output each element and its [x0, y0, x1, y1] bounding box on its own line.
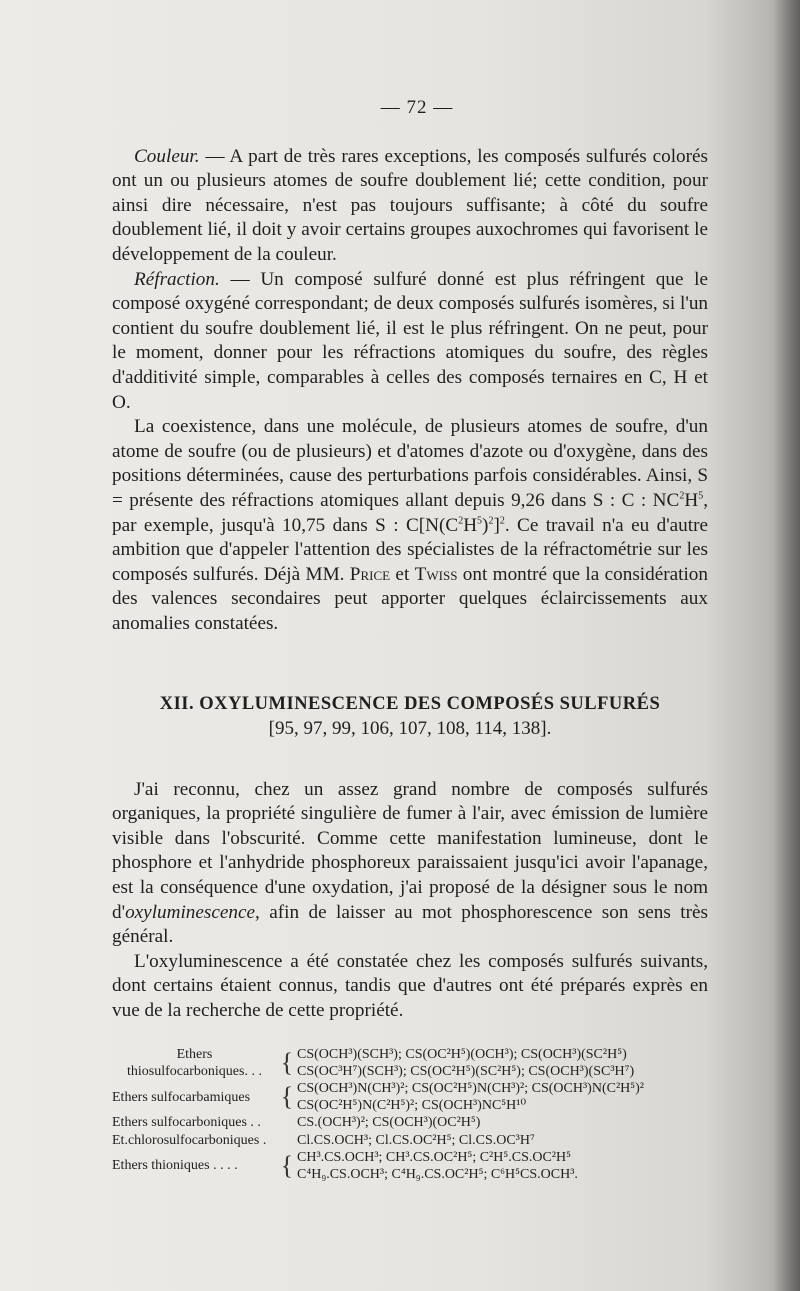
text-run: . Ce travail n'a eu d'autre ambition que d'appeler l'attention des spécialistes de la réfractométrie sur les composés sulfurés. Déjà MM.: [112, 514, 708, 585]
formula-cell: Cl.CS.OCH³; Cl.CS.OC²H⁵; Cl.CS.OC³H⁷: [297, 1132, 535, 1148]
text-run: La coexistence, dans une molécule, de plusieurs atomes de soufre, d'un atome de soufre (ou de plusieurs) et d'atomes d'azote ou d'oxygène, dans des positions déterminées, cause des perturbations parfois considérables. Ainsi, S = présente des réfractions atomiques allant depuis 9,26 dans S : C : NC: [112, 416, 708, 511]
formula-line: CS(OC³H⁷)(SCH³); CS(OC²H⁵)(SC²H⁵); CS(OCH³)(SC³H⁷): [297, 1063, 635, 1079]
text-run: H: [463, 514, 478, 536]
row-label: Ethers thioniques . . . .: [112, 1158, 238, 1174]
brace: {: [280, 1151, 294, 1181]
paragraph-text: — A part de très rares exceptions, les composés sulfurés colorés ont un ou plusieurs atomes de soufre doublement lié; cette condition, pour ainsi dire nécessaire, n'est pas toujours suffisante; à côté du soufre doublement lié, il doit y avoir certains groupes auxochromes qui favorisent le développement de la couleur.: [112, 145, 708, 265]
text-run: , par exemple, jusqu'à 10,75 dans S : C[N(C: [112, 489, 708, 536]
superscript: 2: [679, 490, 685, 502]
page-content: [112, 96, 708, 1183]
page-number: — 72 —: [380, 97, 454, 118]
text-run: , afin de laisser au mot phosphorescence son sens très général.: [112, 901, 708, 948]
superscript: 5: [477, 515, 483, 527]
formula-line: CS(OCH³)(SCH³); CS(OC²H⁵)(OCH³); CS(OCH³)(SC²H⁵): [297, 1046, 627, 1062]
table-row: [112, 1080, 712, 1114]
formula-line: CS(OC²H⁵)N(C²H⁵)²; CS(OCH³)NC⁵H¹⁰: [297, 1098, 527, 1114]
author-name: Twiss: [414, 563, 458, 585]
text-run: J'ai reconnu, chez un assez grand nombre de composés sulfurés organiques, la propriété singulière de fumer à l'air, avec émission de lumière visible dans l'obscurité. Comme cette manifestation lumineuse, dont le phosphore et l'anhydride phosphoreux paraissaient jusqu'ici avoir l'apanage, est la conséquence d'une oxydation, j'ai proposé de la désigner sous le nom d': [112, 778, 708, 923]
formula-cell: [297, 1080, 712, 1114]
label-line: Ethers: [176, 1046, 213, 1062]
table-row: [112, 1149, 712, 1183]
text-run: ): [482, 514, 489, 536]
text-run: ont montré que la considération des valences secondaires peut apporter quelques éclaircissements aux anomalies constatées.: [112, 563, 708, 634]
paragraph-text: — Un composé sulfuré donné est plus réfringent que le composé oxygéné correspondant; de deux composés sulfurés isomères, si l'un contient du soufre doublement lié, il est le plus réfringent. On ne peut, pour le moment, donner pour les réfractions atomiques du soufre, des règles d'additivité simple, comparables à celles des composés ternaires en C, H et O.: [112, 268, 709, 413]
page-edge-shadow: [774, 0, 800, 1291]
paragraph-couleur: [112, 145, 708, 268]
superscript: 2: [458, 515, 464, 527]
row-label: Ethers sulfocarboniques . .: [112, 1115, 261, 1131]
brace: [277, 1114, 297, 1131]
section-heading: XII. OXYLUMINESCENCE DES COMPOSÉS SULFURÉS: [159, 694, 661, 715]
table-row: [112, 1132, 712, 1149]
formula-cell: [297, 1149, 712, 1183]
brace: [277, 1132, 297, 1149]
paragraph-lead: Couleur.: [134, 145, 200, 167]
section-references: [95, 97, 99, 106, 107, 108, 114, 138].: [268, 718, 552, 740]
formula-line: CS(OCH³)N(CH³)²; CS(OC²H⁵)N(CH³)²; CS(OCH³)N(C²H⁵)²: [297, 1081, 644, 1096]
label-line: thiosulfocarboniques. . .: [127, 1063, 262, 1079]
text-run: H: [684, 489, 699, 511]
paragraph-lead: Réfraction.: [134, 268, 220, 290]
text-run: et: [390, 563, 415, 585]
paragraph-oxyluminescence: [112, 778, 708, 950]
emphasized-term: oxyluminescence: [125, 901, 256, 923]
formula-cell: CS.(OCH³)²; CS(OCH³)(OC²H⁵): [297, 1115, 481, 1131]
brace: {: [280, 1082, 294, 1112]
paragraph-coexistence: [112, 415, 708, 636]
superscript: 2: [488, 515, 494, 527]
paragraph-refraction: [112, 268, 708, 416]
superscript: 5: [698, 490, 704, 502]
superscript: 2: [499, 515, 505, 527]
table-row: [112, 1046, 712, 1080]
row-label: Ethers sulfocarbamiques: [112, 1089, 251, 1105]
formula-line: C⁴H₉.CS.OCH³; C⁴H₉.CS.OC²H⁵; C⁶H⁵CS.OCH³.: [297, 1167, 578, 1183]
formula-cell: [297, 1046, 712, 1080]
brace: {: [280, 1047, 294, 1077]
paragraph-constatee: L'oxyluminescence a été constatée chez les composés sulfurés suivants, dont certains étaient connus, tandis que d'autres ont été préparés exprès en vue de la recherche de cette propriété.: [112, 950, 708, 1021]
row-label: [112, 1046, 277, 1080]
row-label: Et.chlorosulfocarboniques .: [112, 1132, 267, 1148]
text-run: ]: [493, 514, 500, 536]
formula-table: [112, 1046, 712, 1184]
table-row: [112, 1114, 712, 1131]
author-name: Price: [349, 563, 391, 585]
formula-line: CH³.CS.OCH³; CH³.CS.OC²H⁵; C²H⁵.CS.OC²H⁵: [297, 1149, 571, 1165]
